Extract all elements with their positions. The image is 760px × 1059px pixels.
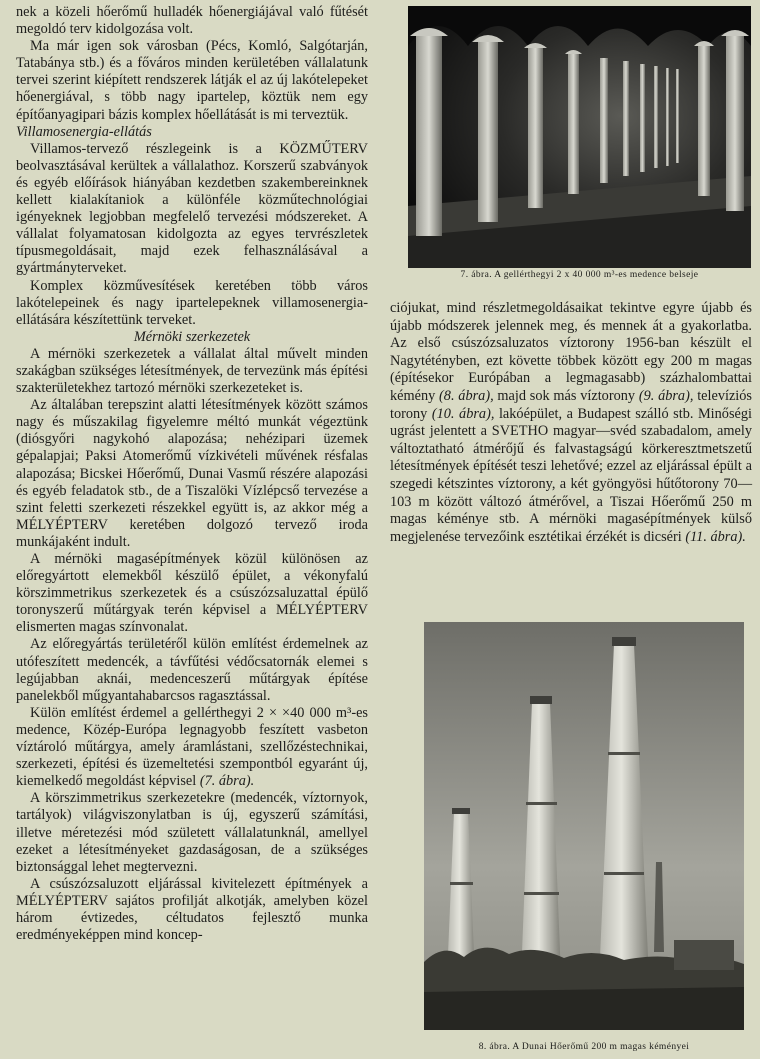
figure-10-reference: (10. ábra), bbox=[431, 405, 495, 422]
right-text-2: majd sok más víztorony bbox=[493, 387, 639, 404]
paragraph-9 bbox=[16, 705, 368, 790]
paragraph-3: Villamos-tervező részlegeink is a KÖZMŰTERV beolvasztásával kerültek a vállalathoz. Korszerű szabványok és egyéb előírások hiányában kezdetben szakembereinknek kellett kialakítaniok a különféle közműtechnológiai igényeknek legjobban megfelelő tervezési módszereket. A vállalat folyamatosan kidolgozta az egyes tervrészletek típusmegoldásait, majd ezek felhasználásával a gyártmányterveket. bbox=[16, 140, 368, 277]
figure-8-photo bbox=[424, 622, 744, 1030]
figure-11-reference: (11. ábra). bbox=[685, 528, 746, 545]
paragraph-11: A csúszózsaluzott eljárással kivitelezett építmények a MÉLYÉPTERV sajátos profilját alkotják, amelyben közel három évtizedes, céltudatos fejlesztő munka eredményeképpen mind koncep- bbox=[16, 875, 368, 944]
paragraph-8: Az előregyártás területéről külön említést érdemelnek az utófeszített medencék, a távfűtési védőcsatornák elemei s legújabban aknái, medenceszerű műtárgyak építése panelekből műgyantahabarcsos ragasztással. bbox=[16, 636, 368, 704]
paragraph-7: A mérnöki magasépítmények közül különösen az előregyártott elemekből készülő épület, a vékonyfalú körszimmetrikus szerkezetek és a csúszózsaluzattal épülő toronyszerű műtárgyak terén képvisel a MÉLYÉPTERV elismerten magas színvonalat. bbox=[16, 551, 368, 636]
chimneys-image bbox=[424, 622, 744, 1030]
figure-9-reference: (9. ábra), bbox=[638, 387, 694, 404]
figure-8-reference: (8. ábra), bbox=[439, 387, 494, 404]
paragraph-6: Az általában terepszint alatti létesítmények között számos nagy és műszakilag figyelemre méltó munkát végeztünk (diósgyőri nagykohó alapozása; nehézipari üzemek gépalapjai; Paksi Atomerőmű vízkivételi művének résfalas alapozása; Bicskei Hőerőmű, Dunai Vasmű részére alapozási és egyéb feladatok stb., de a Tiszalöki Vízlépcső tervezése a szint feletti szerkezeti részekkel együtt is, az akkor még a MÉLYÉPTERV keretében dolgozó tervező iroda munkájaként indult. bbox=[16, 397, 368, 550]
right-column bbox=[390, 300, 752, 546]
paragraph-5: A mérnöki szerkezetek a vállalat által művelt minden szakágban szükséges létesítmények, de tervezünk más építési szakterületekhez tartozó mérnöki szerkezeteket is. bbox=[16, 345, 368, 397]
paragraph-9-text: Külön említést érdemel a gellérthegyi 2 × ×40 000 m³-es medence, Közép-Európa legnagyobb feszített vasbeton víztároló műtárgya, amely áramlástani, szellőzéstechnikai, szerkezeti, építési és üzemeltetési szempontból egyaránt új, kiemelkedő megoldást képvisel bbox=[16, 704, 368, 790]
paragraph-10: A körszimmetrikus szerkezetekre (medencék, víztornyok, tartályok) világviszonylatban is új, egyszerű számítási, illetve méretezési mód született vállalatunknál, amellyel ezeket a létesítményeket gazdaságosan, de a szükséges biztonsággal lehet megtervezni. bbox=[16, 790, 368, 875]
right-text-1: ciójukat, mind részletmegoldásaikat tekintve egyre újabb és újabb módszerek jelennek meg, és mennek át a gyakorlatba. Az első csúszózsaluzatos víztorony 1956-ban készült el Nagytétényben, ezt követte többek között egy 200 m magas (építésekor Európában a legmagasabb) százhalombattai kémény bbox=[390, 300, 752, 404]
heading-mernoki-szerkezetek: Mérnöki szerkezetek bbox=[133, 328, 251, 345]
figure-7-photo bbox=[408, 6, 751, 268]
paragraph-4: Komplex közművesítések keretében több város lakótelepeinek és nagy ipartelepeknek villamosenergia-ellátására készítettünk terveket. bbox=[16, 277, 368, 328]
figure-7-caption: 7. ábra. A gellérthegyi 2 x 40 000 m³-es medence belseje bbox=[460, 270, 699, 280]
right-text-3: televíziós torony bbox=[390, 387, 752, 422]
paragraph-2: Ma már igen sok városban (Pécs, Komló, Salgótarján, Tatabánya stb.) és a főváros minden kerületében vállalatunk tervei szerint kiépített rendszerek látják el az új lakótelepeket hőenergiával, s több nagy ipartelep, köztük nem egy építőanyagipari bázis komplex hőellátását is mi terveztük. bbox=[16, 38, 368, 123]
left-column bbox=[16, 4, 368, 944]
figure-7-reference: (7. ábra). bbox=[199, 773, 255, 790]
heading-villamosenergia: Villamosenergia-ellátás bbox=[16, 123, 152, 140]
reservoir-interior-image bbox=[408, 6, 751, 268]
right-text-4: lakóépület, a Budapest szálló stb. Minőségi ugrást jelentett a SVETHO magyar—svéd szabadalom, amely változtatható átmérőjű és falvastagságú körkeresztmetszetű létesítmények építését teszi lehetővé; ezzel az eljárással épült a szegedi kétszintes víztorony, a két gyöngyösi hűtőtorony 70—103 m között változó átmérővel, a Tiszai Hőerőmű 250 m magas kéménye stb. A mérnöki magasépítmények külső megjelenése tervezőink esztétikai érzékét is dicséri bbox=[390, 405, 752, 545]
paragraph-1: nek a közeli hőerőmű hulladék hőenergiájával való fűtését megoldó terv kidolgozása volt. bbox=[16, 4, 368, 38]
figure-8-caption: 8. ábra. A Dunai Hőerőmű 200 m magas kéményei bbox=[478, 1042, 690, 1052]
right-paragraph bbox=[390, 300, 752, 546]
